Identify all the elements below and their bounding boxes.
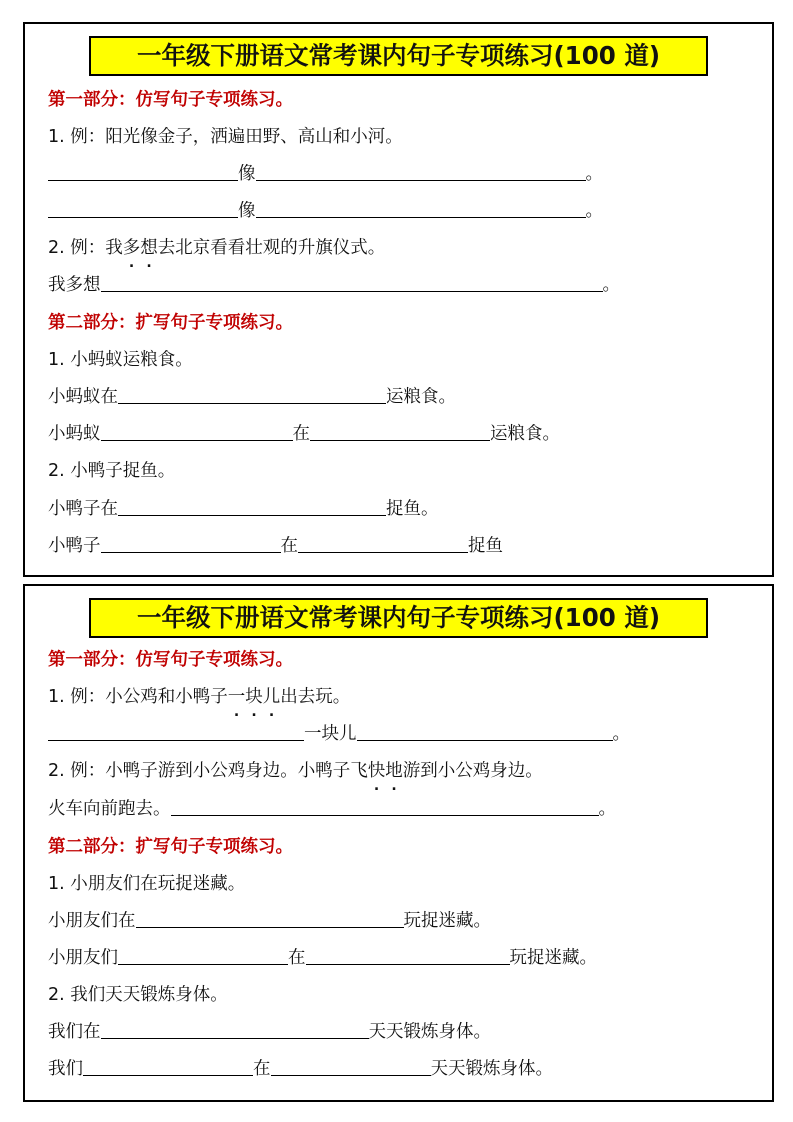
question-text: 2. 例：我 [48,238,123,258]
keyword-label: 一块儿 [304,724,357,744]
answer-line-4b [48,533,503,559]
answer-prefix: 小鸭子 [48,536,101,556]
answer-blank[interactable] [101,1020,369,1039]
answer-suffix: 玩捉迷藏。 [509,948,597,968]
answer-blank[interactable] [136,909,404,928]
answer-blank[interactable] [298,534,468,553]
answer-suffix: 捉鱼。 [386,499,439,519]
answer-blank[interactable] [48,162,238,181]
worksheet-card-2 [23,584,774,1102]
answer-blank[interactable] [118,946,288,965]
answer-blank[interactable] [48,199,238,218]
period-mark: 。 [612,724,630,744]
answer-blank[interactable] [101,273,603,292]
answer-blank[interactable] [357,722,613,741]
answer-blank[interactable] [306,946,510,965]
answer-prefix: 火车向前跑去。 [48,799,171,819]
answer-blank[interactable] [171,797,599,816]
answer-suffix: 运粮食。 [386,387,456,407]
emphasis-char: 儿 [262,687,281,707]
question-text: 出去玩。 [280,687,351,707]
question-2-example [48,235,385,261]
question-1-example [48,684,350,710]
answer-line-3b [48,945,597,971]
answer-prefix: 我们 [48,1059,83,1079]
emphasis-char: 一 [227,687,246,707]
answer-line-4a [48,496,439,522]
answer-line-3b [48,421,560,447]
question-text: 1. 例：小公鸡和小鸭子 [48,687,228,707]
period-mark: 。 [585,201,603,221]
answer-prefix: 我多想 [48,275,101,295]
answer-line-3a [48,908,491,934]
answer-suffix: 玩捉迷藏。 [403,911,491,931]
answer-middle: 在 [253,1059,271,1079]
answer-middle: 在 [292,424,310,444]
question-text: 游到小公鸡身边。 [402,761,543,781]
worksheet-title: 一年级下册语文常考课内句子专项练习(100 道) [89,36,708,76]
period-mark: 。 [602,275,620,295]
answer-blank[interactable] [256,199,586,218]
answer-suffix: 捉鱼 [468,536,503,556]
answer-blank[interactable] [83,1057,253,1076]
question-2-example [48,758,543,784]
answer-line-4a [48,1019,491,1045]
answer-line-2 [48,796,616,822]
answer-suffix: 运粮食。 [490,424,560,444]
answer-line-3a [48,384,456,410]
keyword-label: 像 [238,164,256,184]
question-4: 2. 我们天天锻炼身体。 [48,985,228,1005]
answer-line-1b [48,198,603,224]
worksheet-card-1 [23,22,774,577]
answer-blank[interactable] [310,422,490,441]
section-heading-expansion: 第二部分：扩写句子专项练习。 [48,313,293,333]
answer-prefix: 小朋友们在 [48,911,136,931]
answer-prefix: 小蚂蚁在 [48,387,118,407]
emphasis-char: 地 [385,761,403,781]
answer-middle: 在 [288,948,306,968]
section-heading-imitation: 第一部分：仿写句子专项练习。 [48,90,293,110]
period-mark: 。 [598,799,616,819]
answer-line-2 [48,272,620,298]
question-text: 2. 例：小鸭子游到小公鸡身边。小鸭子飞 [48,761,368,781]
keyword-label: 像 [238,201,256,221]
answer-prefix: 我们在 [48,1022,101,1042]
question-text: 去北京看看壮观的升旗仪式。 [157,238,386,258]
period-mark: 。 [585,164,603,184]
answer-blank[interactable] [118,385,386,404]
answer-prefix: 小鸭子在 [48,499,118,519]
section-heading-expansion: 第二部分：扩写句子专项练习。 [48,837,293,857]
answer-prefix: 小朋友们 [48,948,118,968]
answer-blank[interactable] [256,162,586,181]
answer-line-1 [48,721,630,747]
emphasis-char: 块 [245,687,263,707]
answer-suffix: 天天锻炼身体。 [430,1059,553,1079]
question-1-example: 1. 例：阳光像金子，洒遍田野、高山和小河。 [48,127,403,147]
answer-blank[interactable] [101,422,293,441]
answer-line-4b [48,1056,553,1082]
question-3: 1. 小蚂蚁运粮食。 [48,350,193,370]
question-4: 2. 小鸭子捉鱼。 [48,461,176,481]
worksheet-title: 一年级下册语文常考课内句子专项练习(100 道) [89,598,708,638]
answer-blank[interactable] [271,1057,431,1076]
answer-blank[interactable] [118,497,386,516]
emphasis-char: 想 [140,238,158,258]
question-3: 1. 小朋友们在玩捉迷藏。 [48,874,246,894]
answer-suffix: 天天锻炼身体。 [368,1022,491,1042]
answer-middle: 在 [280,536,298,556]
answer-prefix: 小蚂蚁 [48,424,101,444]
emphasis-char: 快 [367,761,386,781]
answer-blank[interactable] [48,722,304,741]
section-heading-imitation: 第一部分：仿写句子专项练习。 [48,650,293,670]
emphasis-char: 多 [122,238,141,258]
answer-blank[interactable] [101,534,281,553]
answer-line-1a [48,161,603,187]
